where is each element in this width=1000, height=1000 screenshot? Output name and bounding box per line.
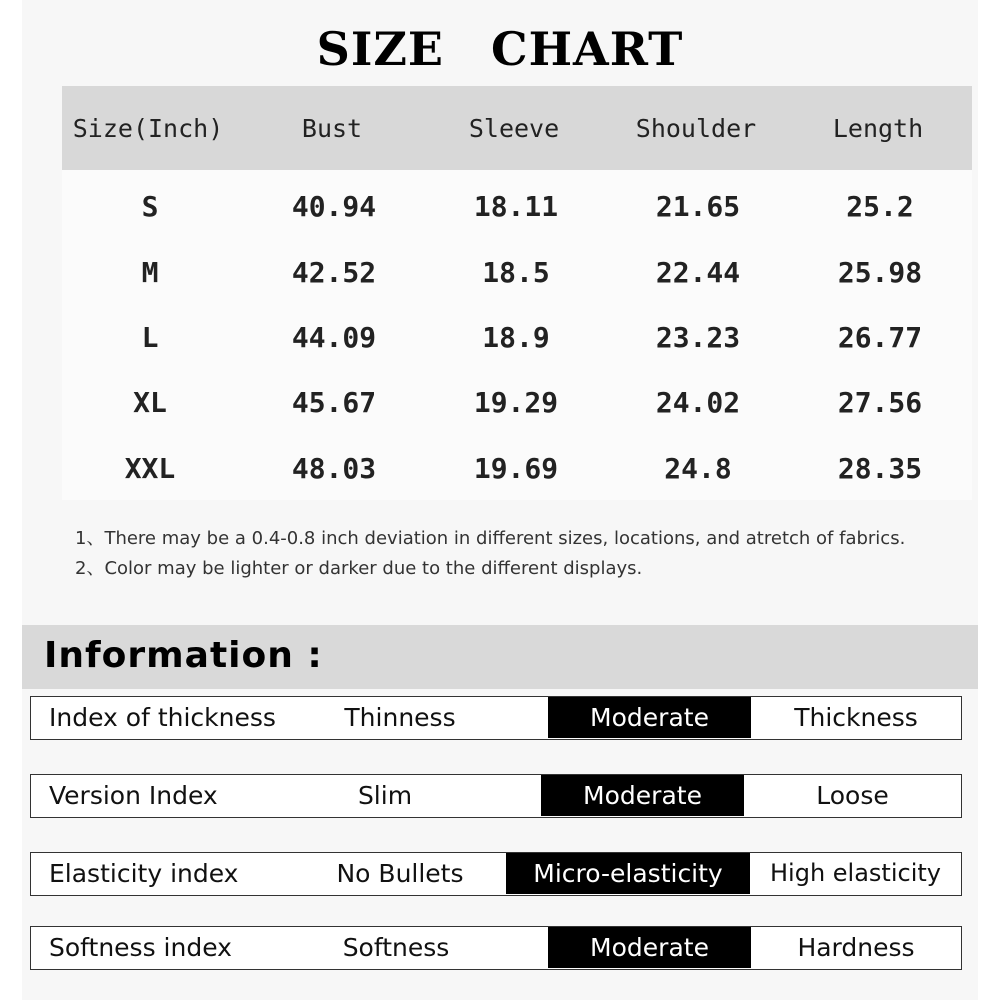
info-row-thickness [30, 696, 962, 740]
notes [75, 524, 905, 584]
shoulder-cell: 22.44 [655, 256, 741, 289]
note-line: 1、There may be a 0.4-0.8 inch deviation in different sizes, locations, and atretch of fabrics. [75, 528, 906, 549]
option-thinness: Thinness [344, 703, 456, 732]
info-row-label: Index of thickness [49, 703, 276, 732]
size-cell: L [141, 321, 159, 354]
shoulder-cell: 24.8 [664, 452, 732, 485]
length-cell: 28.35 [837, 452, 923, 485]
info-row-softness [30, 926, 962, 970]
sleeve-cell: 18.5 [482, 256, 550, 289]
size-cell: M [141, 256, 159, 289]
info-row-label: Softness index [49, 933, 232, 962]
info-row-label: Elasticity index [49, 859, 239, 888]
table-row [62, 190, 972, 230]
size-table-header [62, 86, 972, 170]
option-hardness: Hardness [797, 933, 915, 962]
header-sleeve: Sleeve [468, 114, 560, 143]
bust-cell: 48.03 [291, 452, 377, 485]
option-softness: Softness [342, 933, 450, 962]
shoulder-cell: 24.02 [655, 386, 741, 419]
sleeve-cell: 19.69 [473, 452, 559, 485]
page-title: SIZE CHART [316, 22, 684, 76]
table-row [62, 321, 972, 361]
option-slim: Slim [357, 781, 413, 810]
option-micro-elasticity-selected: Micro-elasticity [506, 853, 750, 894]
bust-cell: 42.52 [291, 256, 377, 289]
shoulder-cell: 21.65 [655, 190, 741, 223]
header-size: Size(Inch) [72, 114, 224, 143]
option-moderate-selected: Moderate [548, 927, 751, 968]
shoulder-cell: 23.23 [655, 321, 741, 354]
option-moderate-selected: Moderate [541, 775, 744, 816]
length-cell: 25.2 [846, 190, 914, 223]
bust-cell: 45.67 [291, 386, 377, 419]
option-moderate-selected: Moderate [548, 697, 751, 738]
header-length: Length [832, 114, 924, 143]
sleeve-cell: 19.29 [473, 386, 559, 419]
note-line: 2、Color may be lighter or darker due to the different displays. [75, 558, 643, 579]
info-row-elasticity [30, 852, 962, 896]
option-no-bullets: No Bullets [336, 859, 464, 888]
bust-cell: 40.94 [291, 190, 377, 223]
option-high-elasticity: High elasticity [770, 859, 941, 887]
information-header [22, 625, 978, 689]
option-thickness: Thickness [794, 703, 918, 732]
header-shoulder: Shoulder [635, 114, 757, 143]
size-table-body [62, 170, 972, 500]
table-row [62, 452, 972, 492]
sleeve-cell: 18.11 [473, 190, 559, 223]
table-row [62, 256, 972, 296]
size-cell: S [141, 190, 159, 223]
info-row-version [30, 774, 962, 818]
size-cell: XXL [124, 452, 176, 485]
sleeve-cell: 18.9 [482, 321, 550, 354]
table-row [62, 386, 972, 426]
information-title: Information : [44, 635, 323, 676]
option-loose: Loose [816, 781, 889, 810]
header-bust: Bust [301, 114, 363, 143]
length-cell: 25.98 [837, 256, 923, 289]
size-cell: XL [133, 386, 167, 419]
length-cell: 26.77 [837, 321, 923, 354]
info-row-label: Version Index [49, 781, 218, 810]
bust-cell: 44.09 [291, 321, 377, 354]
length-cell: 27.56 [837, 386, 923, 419]
